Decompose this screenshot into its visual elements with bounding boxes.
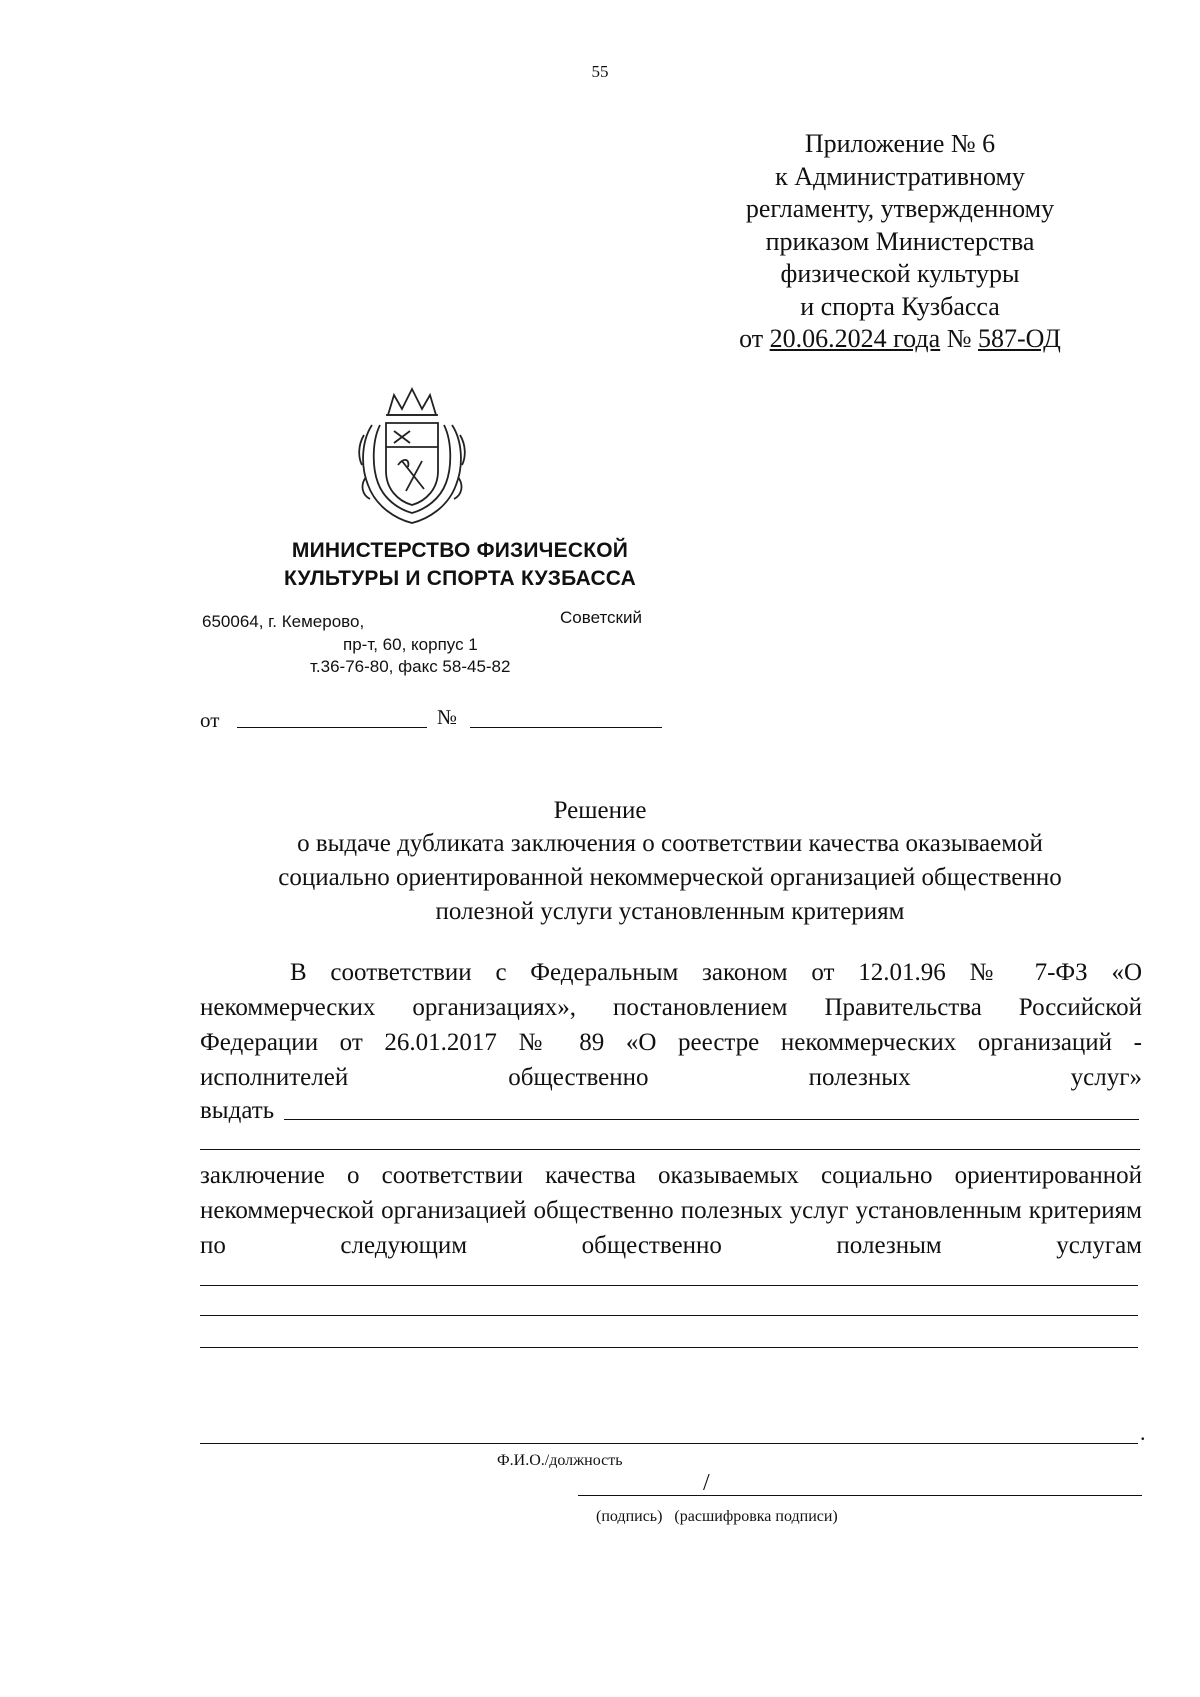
- ministry-name-line: КУЛЬТУРЫ И СПОРТА КУЗБАССА: [283, 567, 637, 590]
- decision-title: Решение: [553, 797, 647, 824]
- address-phones: т.36-76-80, факс 58-45-82: [310, 657, 511, 676]
- appendix-line: к Административному: [775, 161, 1025, 191]
- services-field-line[interactable]: [200, 1285, 1138, 1286]
- appendix-date: 20.06.2024 года: [769, 324, 941, 353]
- coat-of-arms-icon: [352, 385, 472, 525]
- decision-subtitle-line: социально ориентированной некоммерческой организацией общественно: [278, 864, 1062, 891]
- appendix-order-line: [700, 323, 1100, 356]
- services-field-line[interactable]: [200, 1315, 1138, 1316]
- decision-subtitle: [200, 827, 1140, 929]
- conclusion-paragraph: заключение о соответствии качества оказываемых социально ориентированной некоммерческой организацией общественно полезных услуг установленным критериям по следующим общественно полезным услугам: [200, 1162, 1142, 1259]
- signature-caption: (подпись) (расшифровка подписи): [596, 1508, 838, 1525]
- outgoing-date-field[interactable]: [237, 727, 427, 728]
- address-street: Советский: [560, 608, 642, 627]
- appendix-block: [700, 128, 1100, 356]
- appendix-line: регламенту, утвержденному: [745, 194, 1055, 223]
- appendix-number-prefix: №: [940, 324, 978, 353]
- appendix-number: 587-ОД: [978, 324, 1061, 353]
- appendix-line: и спорта Кузбасса: [800, 291, 1000, 321]
- issue-label: выдать: [200, 1097, 275, 1124]
- decision-subtitle-line: о выдаче дубликата заключения о соответствии качества оказываемой: [297, 830, 1043, 857]
- outgoing-date-label: от: [200, 708, 220, 732]
- page-number: 55: [591, 62, 609, 81]
- address-building: пр-т, 60, корпус 1: [343, 635, 478, 654]
- signature-field[interactable]: [578, 1495, 1142, 1496]
- appendix-line: физической культуры: [780, 259, 1020, 288]
- address-city: 650064, г. Кемерово,: [202, 612, 365, 631]
- recipient-field-line[interactable]: [284, 1119, 1139, 1120]
- outgoing-number-field[interactable]: [470, 727, 662, 728]
- official-name-field[interactable]: [200, 1443, 1138, 1444]
- appendix-date-prefix: от: [739, 324, 770, 353]
- appendix-line: Приложение № 6: [804, 129, 996, 158]
- outgoing-number-label: №: [437, 705, 458, 729]
- ministry-name-line: МИНИСТЕРСТВО ФИЗИЧЕСКОЙ: [291, 539, 629, 562]
- official-name-caption: Ф.И.О./должность: [497, 1452, 623, 1469]
- legal-basis-paragraph: В соответствии с Федеральным законом от 12.01.96 № 7-ФЗ «О некоммерческих организациях», постановлением Правительства Российской Федерации от 26.01.2017 № 89 «О реестре некоммерческих организаций - исполнителей общественно полезных услуг»: [200, 959, 1142, 1091]
- services-field-line[interactable]: [200, 1347, 1138, 1348]
- end-dot: .: [1140, 1420, 1146, 1445]
- decision-subtitle-line: полезной услуги установленным критериям: [435, 898, 905, 925]
- appendix-line: приказом Министерства: [765, 226, 1035, 256]
- signature-separator: /: [703, 1470, 710, 1496]
- recipient-field-line-2[interactable]: [200, 1149, 1140, 1150]
- ministry-name: [230, 537, 690, 593]
